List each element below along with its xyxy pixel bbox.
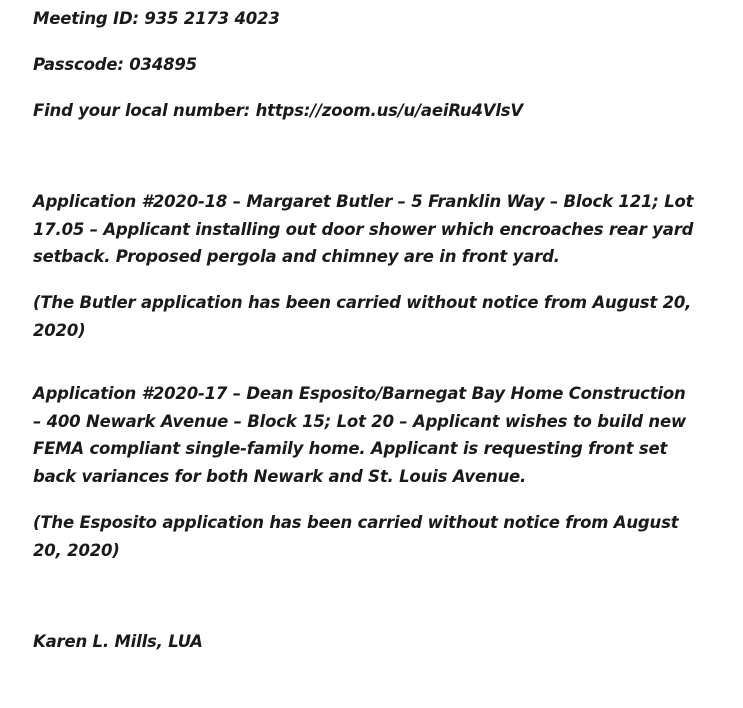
local-number-link[interactable]: https://zoom.us/u/aeiRu4VlsV — [255, 101, 523, 120]
application-2-description: Application #2020-17 – Dean Esposito/Barnegat Bay Home Construction – 400 Newark Avenue – Block 15; Lot 20 – Applicant wishes to build new FEMA compliant single-family home. Applicant is requesting front set back variances for both Newark and St. Louis Avenue. — [33, 384, 686, 486]
passcode: Passcode: 034895 — [33, 55, 197, 74]
application-1-note: (The Butler application has been carried without notice from August 20, 2020) — [33, 293, 692, 340]
application-1-description: Application #2020-18 – Margaret Butler – 5 Franklin Way – Block 121; Lot 17.05 – Applicant installing out door shower which encroaches rear yard setback. Proposed pergola and chimney are in front yard. — [33, 192, 694, 266]
application-2-note: (The Esposito application has been carried without notice from August 20, 2020) — [33, 513, 679, 560]
local-number-label: Find your local number: — [33, 101, 256, 120]
meeting-id: Meeting ID: 935 2173 4023 — [33, 9, 280, 28]
signature: Karen L. Mills, LUA — [33, 632, 203, 651]
local-number — [33, 97, 697, 125]
